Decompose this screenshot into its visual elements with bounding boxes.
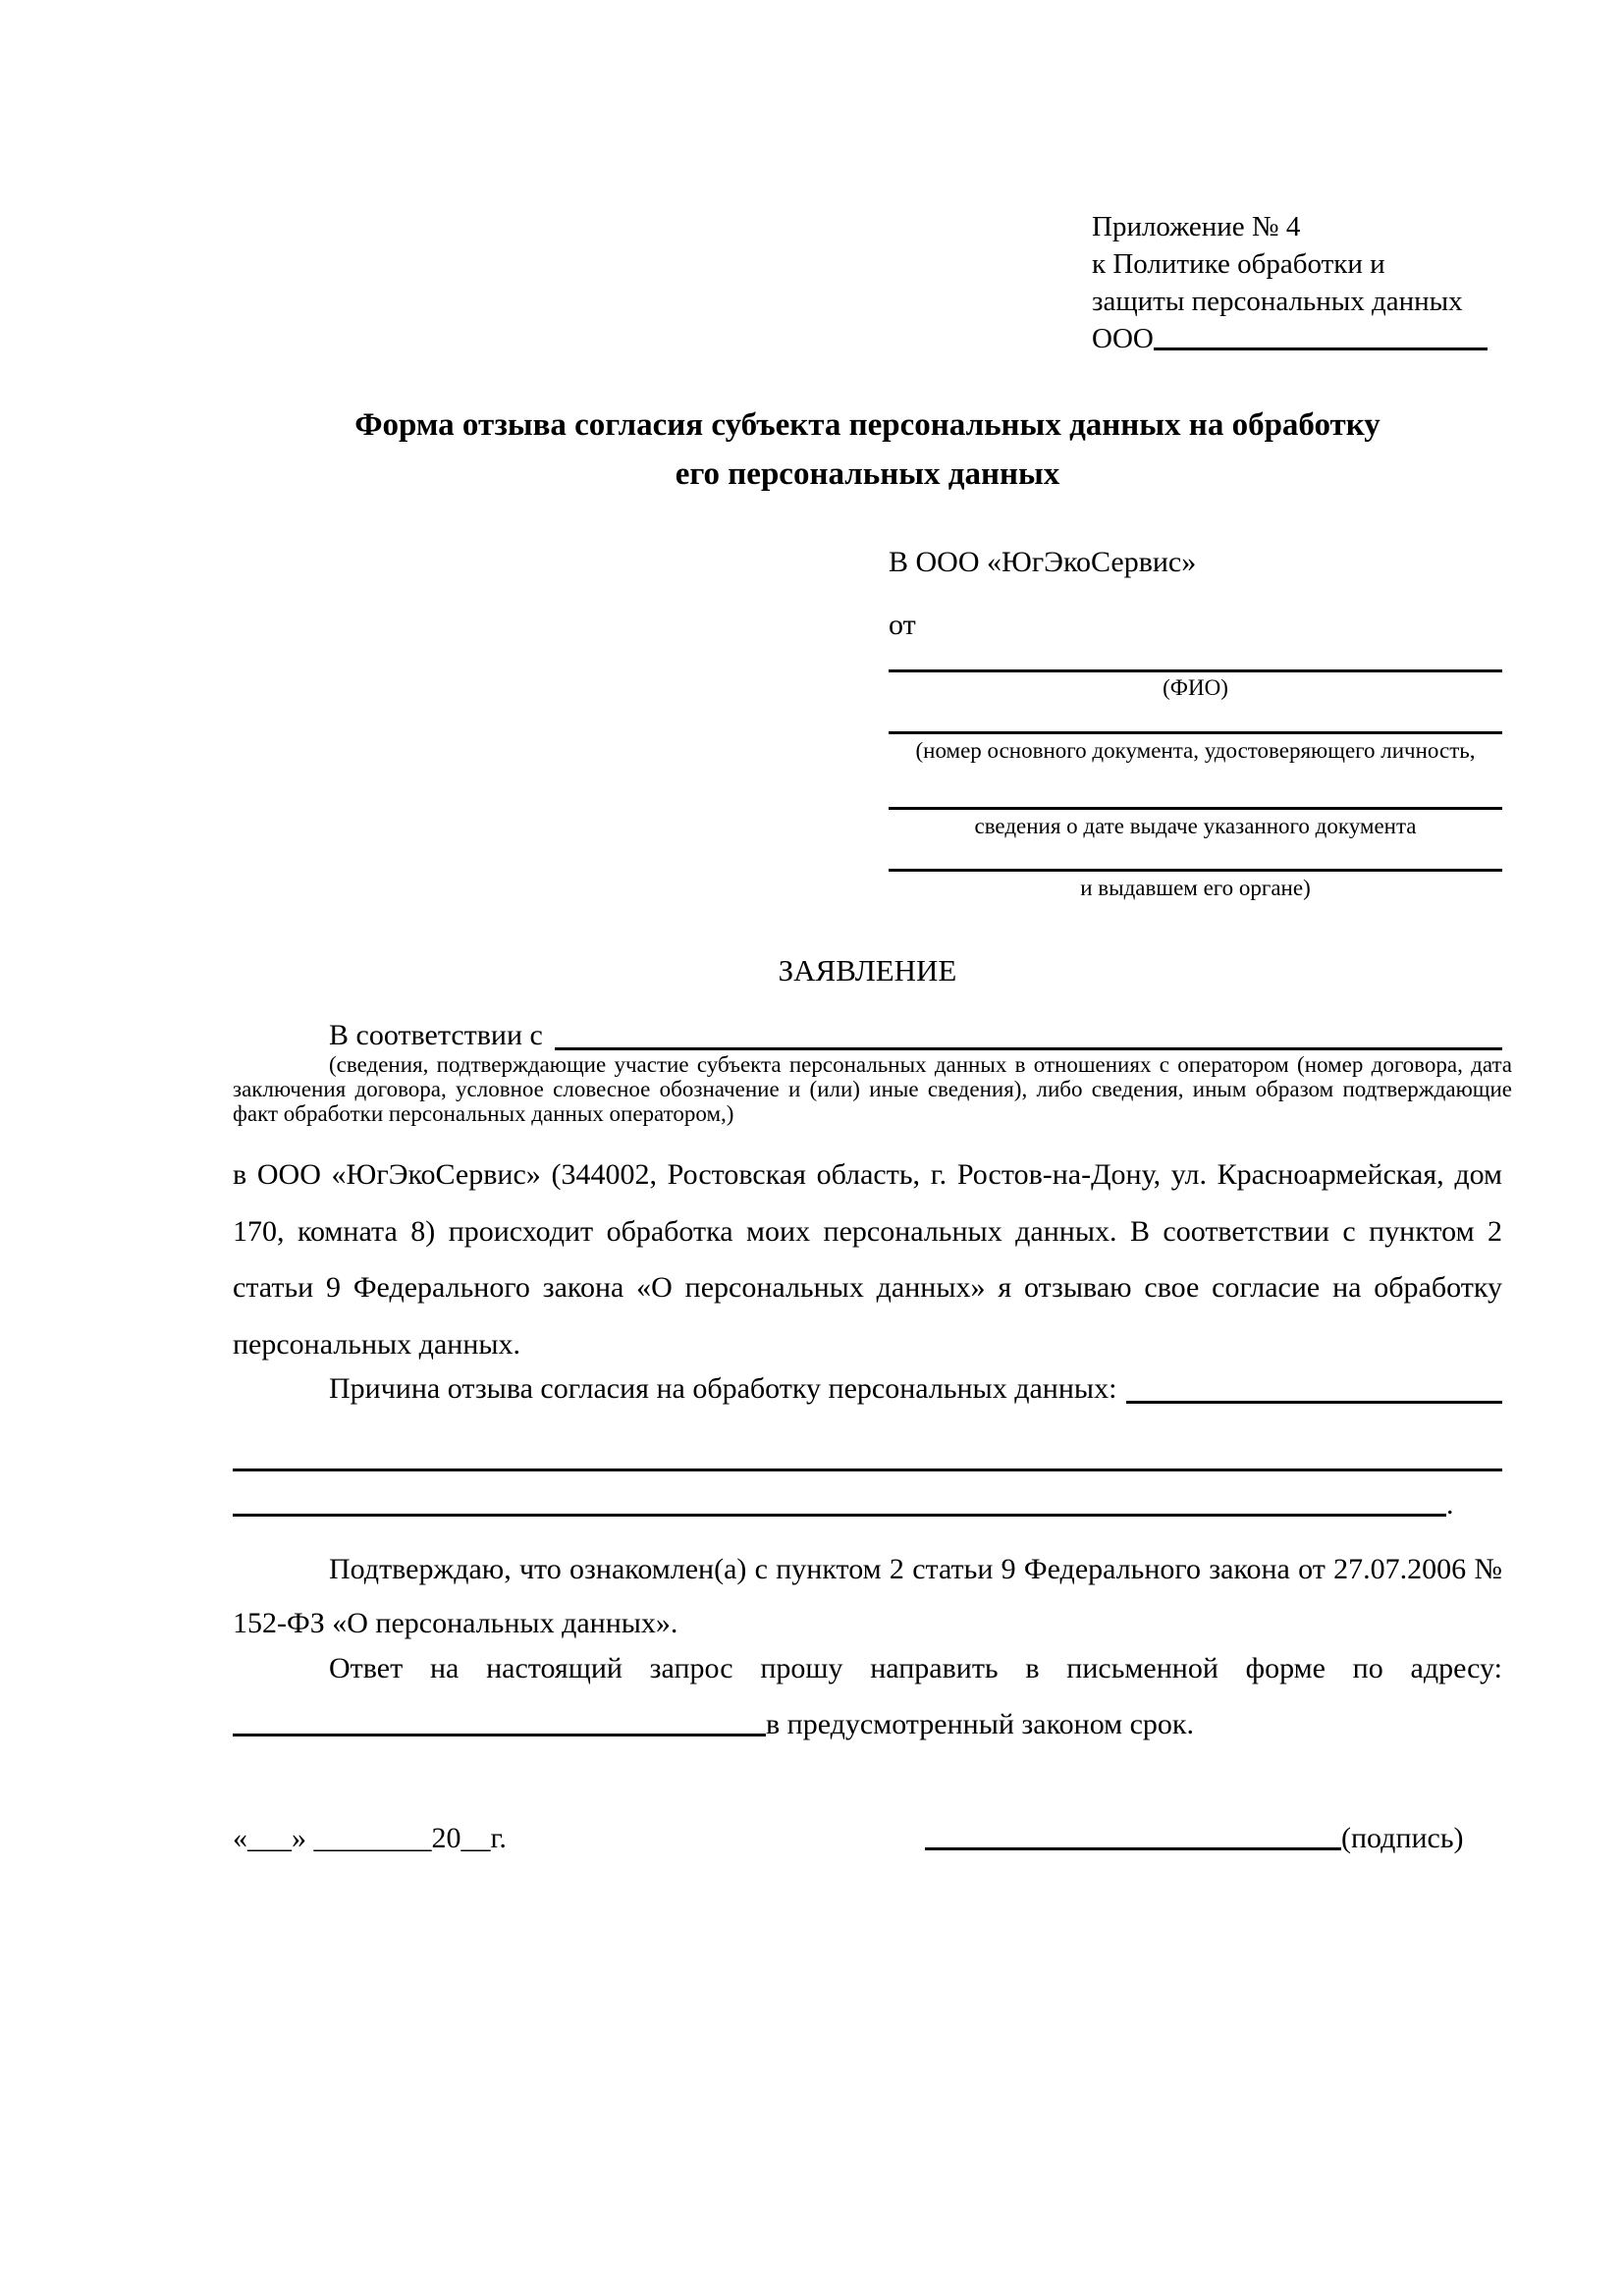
document-number-caption: (номер основного документа, удостоверяющего личность, bbox=[915, 738, 1476, 763]
statement-body-paragraph: в ООО «ЮгЭкоСервис» (344002, Ростовская область, г. Ростов-на-Дону, ул. Красноармейская, дом 170, комната 8) происходит обработка моих персональных данных. В соответствии с пунктом 2 статьи 9 Федерального закона «О персональных данных» я отзываю свое согласие на обработку персональных данных. bbox=[233, 1158, 1502, 1361]
reason-period: . bbox=[1446, 1488, 1454, 1521]
document-number-blank-line bbox=[889, 731, 1502, 734]
intro-prefix: В соответствии с bbox=[329, 1019, 543, 1051]
signature-blank-line bbox=[925, 1843, 1341, 1850]
intro-footnote: (сведения, подтверждающие участие субъекта персональных данных в отношениях с оператором (номер договора, дата заключения договора, условное словесное обозначение и (или) иные сведения), либо сведения, иным образом подтверждающие факт обработки персональных данных оператором,) bbox=[233, 1052, 1512, 1126]
appendix-line-1: Приложение № 4 bbox=[1092, 211, 1301, 242]
signature-row bbox=[925, 1822, 1464, 1855]
appendix-line-3: защиты персональных данных bbox=[1092, 286, 1463, 317]
reply-tail: в предусмотренный законом срок. bbox=[766, 1708, 1194, 1740]
intro-blank-line bbox=[555, 1047, 1502, 1050]
appendix-block bbox=[1092, 208, 1514, 357]
addressee-organization: В ООО «ЮгЭкоСервис» bbox=[889, 546, 1197, 578]
company-name-blank bbox=[1154, 344, 1488, 350]
signature-caption: (подпись) bbox=[1341, 1822, 1464, 1854]
fio-caption: (ФИО) bbox=[1163, 675, 1228, 700]
document-issue-date-blank-line bbox=[889, 807, 1502, 810]
reply-request-line: Ответ на настоящий запрос прошу направить в письменной форме по адресу: bbox=[329, 1652, 1502, 1684]
document-title-line-2: его персональных данных bbox=[675, 456, 1060, 492]
reason-label: Причина отзыва согласия на обработку персональных данных: bbox=[329, 1372, 1117, 1405]
date-blank: «___» ________20__г. bbox=[233, 1822, 507, 1854]
reason-row bbox=[233, 1372, 1502, 1406]
addressee-from-label: от bbox=[889, 609, 916, 641]
document-issuer-caption: и выдавшем его органе) bbox=[1080, 876, 1311, 900]
document-issuer-blank-line bbox=[889, 869, 1502, 872]
appendix-line-2: к Политике обработки и bbox=[1092, 248, 1385, 280]
document-title bbox=[233, 400, 1502, 499]
document-issue-date-caption: сведения о дате выдаче указанного документа bbox=[974, 814, 1417, 838]
appendix-ooo-label: ООО bbox=[1092, 323, 1154, 354]
fio-blank-line bbox=[889, 669, 1502, 672]
appendix-line-4 bbox=[1092, 320, 1514, 357]
confirmation-paragraph: Подтверждаю, что ознакомлен(а) с пунктом 2 статьи 9 Федерального закона от 27.07.2006 № 152-ФЗ «О персональных данных». bbox=[233, 1553, 1502, 1639]
statement-heading: ЗАЯВЛЕНИЕ bbox=[778, 953, 957, 988]
reason-row-3 bbox=[233, 1488, 1502, 1522]
reason-blank-line-1 bbox=[1126, 1401, 1502, 1404]
reason-blank-line-2 bbox=[233, 1468, 1502, 1471]
reply-address-row bbox=[233, 1708, 1502, 1741]
reason-blank-line-3 bbox=[233, 1510, 1446, 1517]
intro-row bbox=[233, 1019, 1502, 1052]
document-title-line-1: Форма отзыва согласия субъекта персональных данных на обработку bbox=[354, 407, 1380, 443]
reply-address-blank-line bbox=[233, 1730, 766, 1736]
